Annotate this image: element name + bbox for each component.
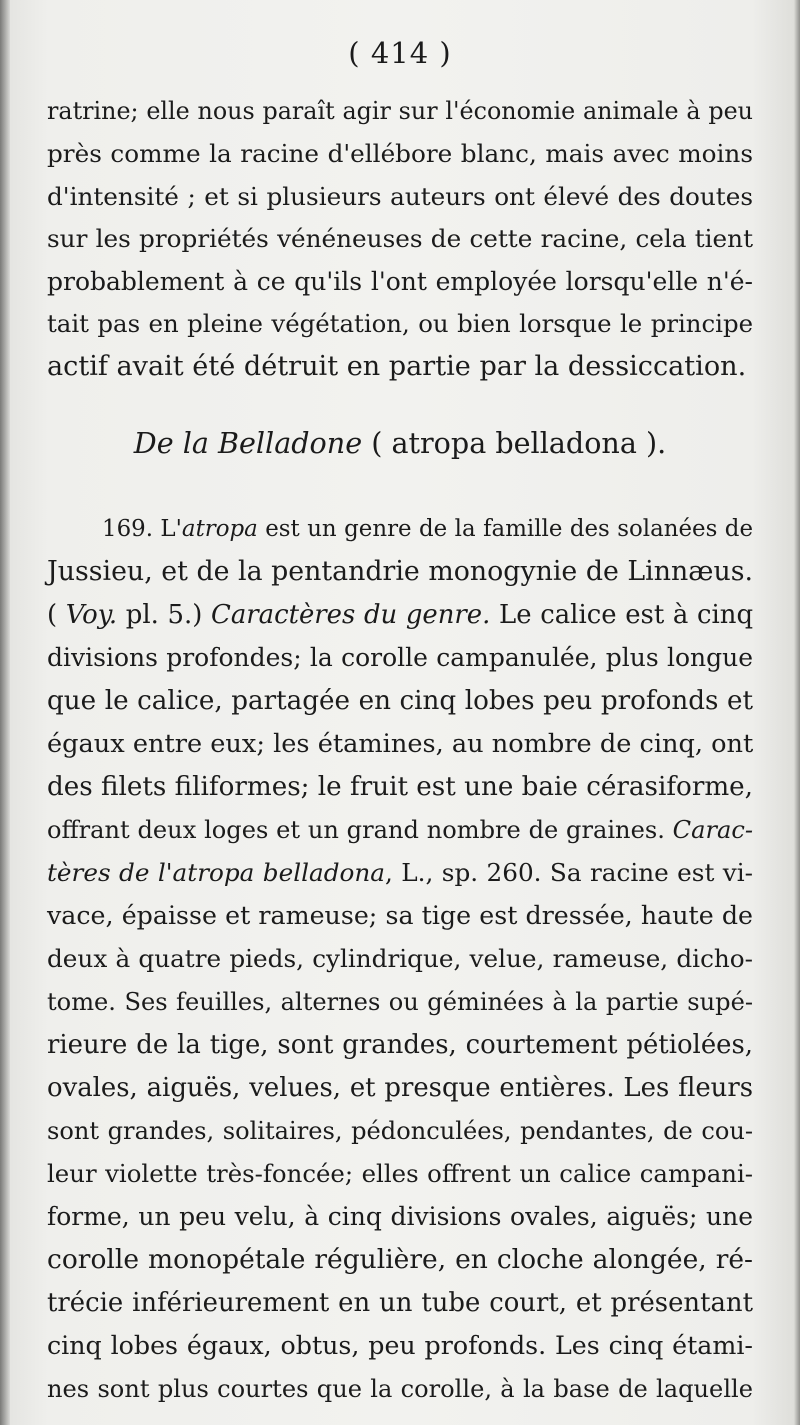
text-line: cinq lobes égaux, obtus, peu profonds. Les cinq étami- [47, 1331, 753, 1360]
section-heading [0, 422, 800, 464]
text-line: corolle monopétale régulière, en cloche alongée, ré- [47, 1244, 753, 1275]
text-segment: est un genre de la famille des solanées de [265, 516, 753, 542]
text-line: que le calice, partagée en cinq lobes peu profonds et [47, 686, 753, 716]
text-line: près comme la racine d'ellébore blanc, mais avec moins [47, 139, 753, 168]
text-segment: offrant deux loges et un grand nombre de graines. [47, 816, 665, 844]
italic-term: Caractères du genre. [211, 600, 491, 630]
text-line: d'intensité ; et si plusieurs auteurs ont élevé des doutes [47, 182, 753, 211]
text-segment: pl. 5.) [125, 600, 203, 630]
text-line: des filets filiformes; le fruit est une baie cérasiforme, [47, 772, 753, 802]
text-line [47, 852, 753, 894]
text-line [47, 594, 753, 636]
heading-roman: ( atropa belladona ). [371, 426, 667, 460]
text-line: égaux entre eux; les étamines, au nombre de cinq, ont [47, 729, 754, 759]
italic-term: Carac- [672, 816, 753, 844]
text-line [102, 508, 753, 550]
text-line: probablement à ce qu'ils l'ont employée lorsqu'elle n'é- [47, 267, 753, 296]
text-line [47, 809, 753, 851]
paragraph-number: 169. [102, 516, 153, 542]
text-line: divisions profondes; la corolle campanulée, plus longue [47, 643, 753, 672]
text-line: actif avait été détruit en partie par la dessiccation. [47, 351, 747, 382]
text-line: trécie inférieurement en un tube court, et présentant [47, 1288, 753, 1318]
italic-term: Voy. [65, 600, 118, 630]
text-segment: , L., sp. 260. Sa racine est vi- [385, 858, 753, 887]
text-line: vace, épaisse et rameuse; sa tige est dressée, haute de [47, 901, 753, 930]
text-line: tome. Ses feuilles, alternes ou géminées à la partie supé- [47, 988, 753, 1016]
text-line: forme, un peu velu, à cinq divisions ovales, aiguës; une [47, 1202, 753, 1231]
text-line: ratrine; elle nous paraît agir sur l'économie animale à peu [47, 97, 753, 125]
text-line: sont grandes, solitaires, pédonculées, pendantes, de cou- [47, 1117, 753, 1145]
heading-italic: De la Belladone [133, 426, 363, 460]
text-segment: L' [160, 516, 182, 542]
text-line: rieure de la tige, sont grandes, courtement pétiolées, [47, 1030, 753, 1060]
page-number: ( 414 ) [348, 36, 452, 70]
text-line: leur violette très-foncée; elles offrent un calice campani- [47, 1159, 753, 1188]
text-line: tait pas en pleine végétation, ou bien lorsque le principe [47, 309, 753, 338]
page-right-edge [794, 0, 800, 1425]
text-line: Jussieu, et de la pentandrie monogynie de Linnæus. [47, 556, 753, 587]
italic-term: atropa [181, 516, 258, 542]
text-line: deux à quatre pieds, cylindrique, velue, rameuse, dicho- [47, 944, 753, 973]
page-left-edge [0, 0, 10, 1425]
text-segment: ( [47, 600, 58, 630]
text-line: sur les propriétés vénéneuses de cette racine, cela tient [47, 224, 753, 253]
text-segment: Le calice est à cinq [499, 600, 754, 630]
italic-term: tères de l'atropa belladona [47, 858, 386, 887]
text-line: nes sont plus courtes que la corolle, à la base de laquelle [47, 1375, 753, 1403]
text-line: ovales, aiguës, velues, et presque entières. Les fleurs [47, 1073, 753, 1103]
